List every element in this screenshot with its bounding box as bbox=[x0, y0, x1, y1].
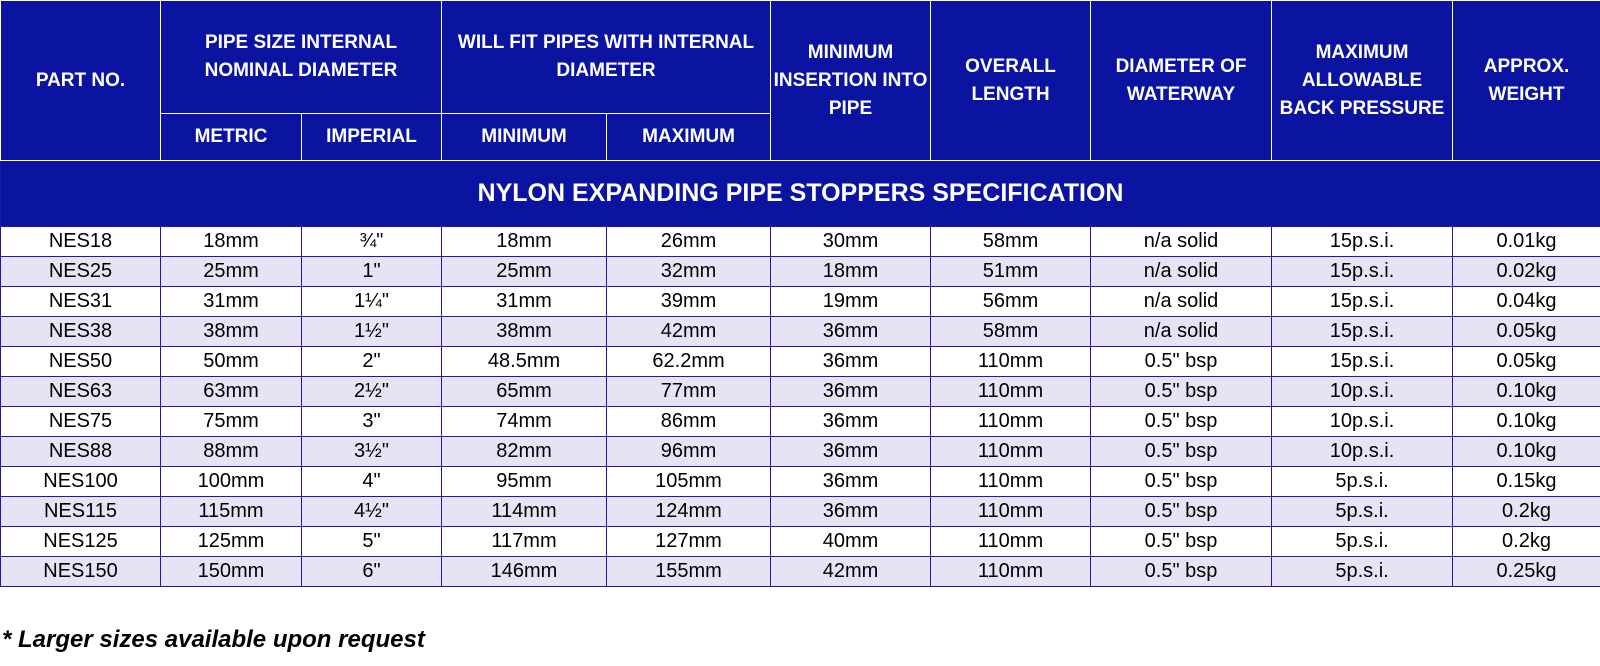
table-cell: NES100 bbox=[1, 467, 161, 497]
table-cell: 110mm bbox=[931, 497, 1091, 527]
table-cell: 56mm bbox=[931, 287, 1091, 317]
table-cell: 0.25kg bbox=[1453, 557, 1600, 587]
table-row bbox=[1, 347, 1600, 377]
table-cell: NES38 bbox=[1, 317, 161, 347]
table-cell: 26mm bbox=[607, 227, 771, 257]
table-cell: 1" bbox=[302, 257, 442, 287]
table-cell: 115mm bbox=[161, 497, 302, 527]
table-cell: 5p.s.i. bbox=[1272, 527, 1453, 557]
table-cell: 36mm bbox=[771, 377, 931, 407]
header-waterway: DIAMETER OF WATERWAY bbox=[1091, 1, 1272, 161]
table-cell: NES63 bbox=[1, 377, 161, 407]
table-cell: 3½" bbox=[302, 437, 442, 467]
table-cell: 0.10kg bbox=[1453, 377, 1600, 407]
table-cell: 0.15kg bbox=[1453, 467, 1600, 497]
table-cell: 4½" bbox=[302, 497, 442, 527]
table-row bbox=[1, 377, 1600, 407]
table-cell: 62.2mm bbox=[607, 347, 771, 377]
header-imperial: IMPERIAL bbox=[302, 114, 442, 161]
table-cell: ¾" bbox=[302, 227, 442, 257]
table-cell: 0.01kg bbox=[1453, 227, 1600, 257]
table-cell: 1½" bbox=[302, 317, 442, 347]
table-row bbox=[1, 257, 1600, 287]
table-cell: 125mm bbox=[161, 527, 302, 557]
table-cell: 32mm bbox=[607, 257, 771, 287]
table-cell: 15p.s.i. bbox=[1272, 317, 1453, 347]
table-cell: 0.02kg bbox=[1453, 257, 1600, 287]
table-cell: NES88 bbox=[1, 437, 161, 467]
header-minimum: MINIMUM bbox=[442, 114, 607, 161]
table-cell: 110mm bbox=[931, 377, 1091, 407]
table-cell: 2½" bbox=[302, 377, 442, 407]
table-cell: 105mm bbox=[607, 467, 771, 497]
table-cell: NES75 bbox=[1, 407, 161, 437]
table-cell: 36mm bbox=[771, 407, 931, 437]
table-cell: n/a solid bbox=[1091, 227, 1272, 257]
table-cell: 25mm bbox=[442, 257, 607, 287]
table-cell: 0.05kg bbox=[1453, 317, 1600, 347]
table-cell: 36mm bbox=[771, 467, 931, 497]
table-row bbox=[1, 227, 1600, 257]
table-cell: 74mm bbox=[442, 407, 607, 437]
table-header bbox=[1, 1, 1600, 161]
table-row bbox=[1, 467, 1600, 497]
table-cell: NES150 bbox=[1, 557, 161, 587]
table-cell: 5p.s.i. bbox=[1272, 467, 1453, 497]
table-cell: 117mm bbox=[442, 527, 607, 557]
table-cell: 0.2kg bbox=[1453, 527, 1600, 557]
table-cell: 19mm bbox=[771, 287, 931, 317]
table-row bbox=[1, 407, 1600, 437]
table-cell: 100mm bbox=[161, 467, 302, 497]
table-cell: 40mm bbox=[771, 527, 931, 557]
table-cell: 0.04kg bbox=[1453, 287, 1600, 317]
table-cell: NES18 bbox=[1, 227, 161, 257]
header-back-pressure: MAXIMUM ALLOWABLE BACK PRESSURE bbox=[1272, 1, 1453, 161]
table-cell: NES31 bbox=[1, 287, 161, 317]
header-will-fit: WILL FIT PIPES WITH INTERNAL DIAMETER bbox=[442, 1, 771, 114]
table-cell: 31mm bbox=[442, 287, 607, 317]
table-cell: 0.5" bsp bbox=[1091, 407, 1272, 437]
table-cell: 15p.s.i. bbox=[1272, 257, 1453, 287]
table-cell: 110mm bbox=[931, 527, 1091, 557]
table-cell: 5p.s.i. bbox=[1272, 557, 1453, 587]
table-cell: 0.5" bsp bbox=[1091, 497, 1272, 527]
table-row bbox=[1, 497, 1600, 527]
table-cell: 95mm bbox=[442, 467, 607, 497]
table-cell: 124mm bbox=[607, 497, 771, 527]
table-cell: 5p.s.i. bbox=[1272, 497, 1453, 527]
table-cell: n/a solid bbox=[1091, 257, 1272, 287]
table-cell: 75mm bbox=[161, 407, 302, 437]
table-cell: n/a solid bbox=[1091, 287, 1272, 317]
table-cell: 110mm bbox=[931, 437, 1091, 467]
table-cell: NES50 bbox=[1, 347, 161, 377]
table-cell: 42mm bbox=[607, 317, 771, 347]
table-cell: 96mm bbox=[607, 437, 771, 467]
table-cell: 110mm bbox=[931, 347, 1091, 377]
table-cell: 82mm bbox=[442, 437, 607, 467]
table-cell: 31mm bbox=[161, 287, 302, 317]
table-cell: 38mm bbox=[442, 317, 607, 347]
table-cell: 0.05kg bbox=[1453, 347, 1600, 377]
table-cell: 18mm bbox=[771, 257, 931, 287]
table-cell: 10p.s.i. bbox=[1272, 407, 1453, 437]
table-cell: 2" bbox=[302, 347, 442, 377]
table-cell: 50mm bbox=[161, 347, 302, 377]
table-body bbox=[1, 227, 1600, 587]
table-cell: 127mm bbox=[607, 527, 771, 557]
table-cell: 36mm bbox=[771, 437, 931, 467]
table-cell: 15p.s.i. bbox=[1272, 347, 1453, 377]
table-cell: 38mm bbox=[161, 317, 302, 347]
table-cell: 146mm bbox=[442, 557, 607, 587]
table-cell: NES125 bbox=[1, 527, 161, 557]
table-cell: 1¼" bbox=[302, 287, 442, 317]
table-cell: 114mm bbox=[442, 497, 607, 527]
table-cell: 0.10kg bbox=[1453, 437, 1600, 467]
table-cell: 5" bbox=[302, 527, 442, 557]
footnote: * Larger sizes available upon request bbox=[2, 626, 425, 653]
table-cell: 0.5" bsp bbox=[1091, 527, 1272, 557]
header-maximum: MAXIMUM bbox=[607, 114, 771, 161]
table-cell: 36mm bbox=[771, 347, 931, 377]
table-cell: 77mm bbox=[607, 377, 771, 407]
table-cell: 30mm bbox=[771, 227, 931, 257]
header-metric: METRIC bbox=[161, 114, 302, 161]
table-cell: 155mm bbox=[607, 557, 771, 587]
table-cell: 18mm bbox=[442, 227, 607, 257]
table-cell: 10p.s.i. bbox=[1272, 377, 1453, 407]
table-cell: 0.5" bsp bbox=[1091, 437, 1272, 467]
table-cell: 110mm bbox=[931, 557, 1091, 587]
table-cell: 51mm bbox=[931, 257, 1091, 287]
table-row bbox=[1, 527, 1600, 557]
table-cell: NES115 bbox=[1, 497, 161, 527]
table-cell: 39mm bbox=[607, 287, 771, 317]
table-cell: 0.2kg bbox=[1453, 497, 1600, 527]
table-cell: 6" bbox=[302, 557, 442, 587]
table-cell: 0.5" bsp bbox=[1091, 467, 1272, 497]
table-cell: 110mm bbox=[931, 407, 1091, 437]
table-cell: 15p.s.i. bbox=[1272, 287, 1453, 317]
header-weight: APPROX. WEIGHT bbox=[1453, 1, 1600, 161]
table-cell: 4" bbox=[302, 467, 442, 497]
table-cell: 18mm bbox=[161, 227, 302, 257]
table-cell: 58mm bbox=[931, 317, 1091, 347]
table-cell: 0.10kg bbox=[1453, 407, 1600, 437]
table-cell: 0.5" bsp bbox=[1091, 377, 1272, 407]
header-min-insertion: MINIMUM INSERTION INTO PIPE bbox=[771, 1, 931, 161]
table-cell: 110mm bbox=[931, 467, 1091, 497]
table-cell: 58mm bbox=[931, 227, 1091, 257]
table-cell: 15p.s.i. bbox=[1272, 227, 1453, 257]
header-pipe-size: PIPE SIZE INTERNAL NOMINAL DIAMETER bbox=[161, 1, 442, 114]
table-row bbox=[1, 557, 1600, 587]
table-banner-title: NYLON EXPANDING PIPE STOPPERS SPECIFICATION bbox=[1, 161, 1600, 227]
table-cell: 10p.s.i. bbox=[1272, 437, 1453, 467]
table-cell: 150mm bbox=[161, 557, 302, 587]
table-cell: 0.5" bsp bbox=[1091, 557, 1272, 587]
table-cell: 88mm bbox=[161, 437, 302, 467]
table-cell: 3" bbox=[302, 407, 442, 437]
table-cell: 36mm bbox=[771, 497, 931, 527]
table-cell: 65mm bbox=[442, 377, 607, 407]
table-cell: 48.5mm bbox=[442, 347, 607, 377]
table-cell: 36mm bbox=[771, 317, 931, 347]
table-row bbox=[1, 287, 1600, 317]
header-part-no: PART NO. bbox=[1, 1, 161, 161]
table-cell: n/a solid bbox=[1091, 317, 1272, 347]
table-row bbox=[1, 437, 1600, 467]
header-overall-length: OVERALL LENGTH bbox=[931, 1, 1091, 161]
table-cell: 42mm bbox=[771, 557, 931, 587]
table-cell: 0.5" bsp bbox=[1091, 347, 1272, 377]
table-cell: 25mm bbox=[161, 257, 302, 287]
table-cell: 63mm bbox=[161, 377, 302, 407]
table-cell: NES25 bbox=[1, 257, 161, 287]
table-cell: 86mm bbox=[607, 407, 771, 437]
table-row bbox=[1, 317, 1600, 347]
